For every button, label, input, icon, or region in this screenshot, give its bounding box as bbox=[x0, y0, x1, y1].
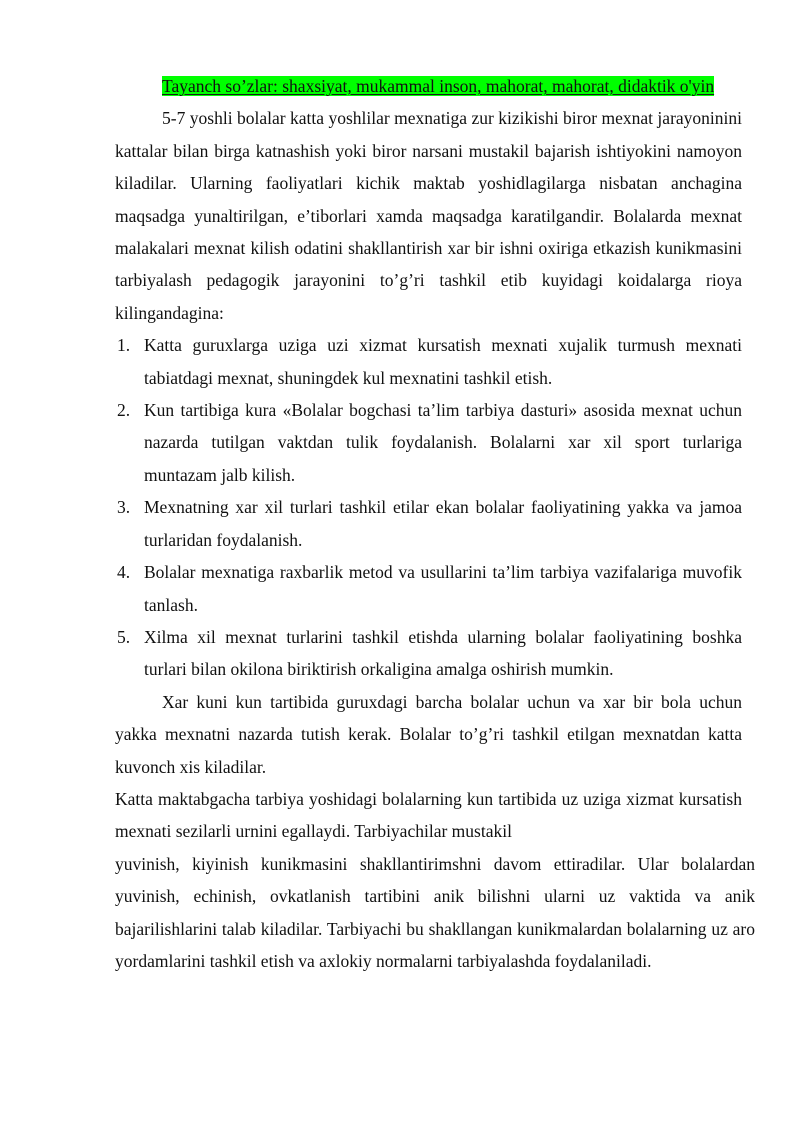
document-page bbox=[115, 70, 755, 977]
keywords-line bbox=[115, 70, 742, 102]
daily-work-paragraph: Xar kuni kun tartibida guruxdagi barcha bolalar uchun va xar bir bola uchun yakka mexnatni nazarda tutish kerak. Bolalar to’g’ri tashkil etilgan mexnatdan katta kuvonch xis kiladilar. bbox=[115, 691, 742, 777]
list-item-number: 1. bbox=[117, 335, 131, 356]
keywords-highlight: Tayanch so’zlar: shaxsiyat, mukammal inson, mahorat, mahorat, didaktik o'yin bbox=[162, 76, 715, 96]
older-group-paragraph-continued: yuvinish, kiyinish kunikmasini shakllantirimshni davom ettiradilar. Ular bolalardan yuvinish, echinish, ovkatlanish tartibini anik bilishni ularni uz vaktida va anik bajarilishlarini talab kiladilar. Tarbiyachi bu shakllangan kunikmalardan bolalarning uz aro yordamlarini tashkil etish va axlokiy normalarni tarbiyalashda foydalaniladi. bbox=[115, 853, 755, 971]
list-item-text: Xilma xil mexnat turlarini tashkil etishda ularning bolalar faoliyatining boshka turlari bilan okilona biriktirish orkaligina amalga oshirish mumkin. bbox=[144, 626, 742, 680]
list-item-text: Kun tartibiga kura «Bolalar bogchasi ta’lim tarbiya dasturi» asosida mexnat uchun nazarda tutilgan vaktdan tulik foydalanish. Bolalarni xar xil sport turlariga muntazam jalb kilish. bbox=[144, 400, 742, 485]
list-item bbox=[115, 329, 742, 394]
list-item bbox=[115, 491, 742, 556]
list-item bbox=[115, 394, 742, 491]
list-item-number: 4. bbox=[117, 562, 131, 583]
list-item bbox=[115, 556, 742, 621]
older-group-paragraph-start: Katta maktabgacha tarbiya yoshidagi bolalarning kun tartibida uz uziga xizmat kursatish mexnati sezilarli urnini egallaydi. Tarbiyachilar mustakil bbox=[115, 788, 742, 842]
list-item-number: 3. bbox=[117, 497, 131, 518]
list-item-text: Mexnatning xar xil turlari tashkil etilar ekan bolalar faoliyatining yakka va jamoa turlaridan foydalanish. bbox=[144, 497, 742, 550]
intro-paragraph: 5-7 yoshli bolalar katta yoshlilar mexnatiga zur kizikishi biror mexnat jarayoninini kattalar bilan birga katnashish yoki biror narsani mustakil bajarish ishtiyokini namoyon kiladilar. Ularning faoliyatlari kichik maktab yoshidlagilarga nisbatan anchagina maqsadga yunaltirilgan, e’tiborlari xamda maqsadga karatilgandir. Bolalarda mexnat malakalari mexnat kilish odatini shakllantirish xar bir ishni oxiriga etkazish kunikmasini tarbiyalash pedagogik jarayonini to’g’ri tashkil etib kuyidagi koidalarga rioya kilingandagina: bbox=[115, 108, 742, 323]
list-item-text: Bolalar mexnatiga raxbarlik metod va usullarini ta’lim tarbiya vazifalariga muvofik tanlash. bbox=[144, 562, 742, 615]
list-item-text: Katta guruxlarga uziga uzi xizmat kursatish mexnati xujalik turmush mexnati tabiatdagi mexnat, shuningdek kul mexnatini tashkil etish. bbox=[144, 335, 742, 388]
list-item-number: 2. bbox=[117, 400, 131, 421]
list-item-number: 5. bbox=[117, 626, 131, 647]
list-item bbox=[115, 621, 742, 686]
rules-list bbox=[115, 329, 742, 685]
